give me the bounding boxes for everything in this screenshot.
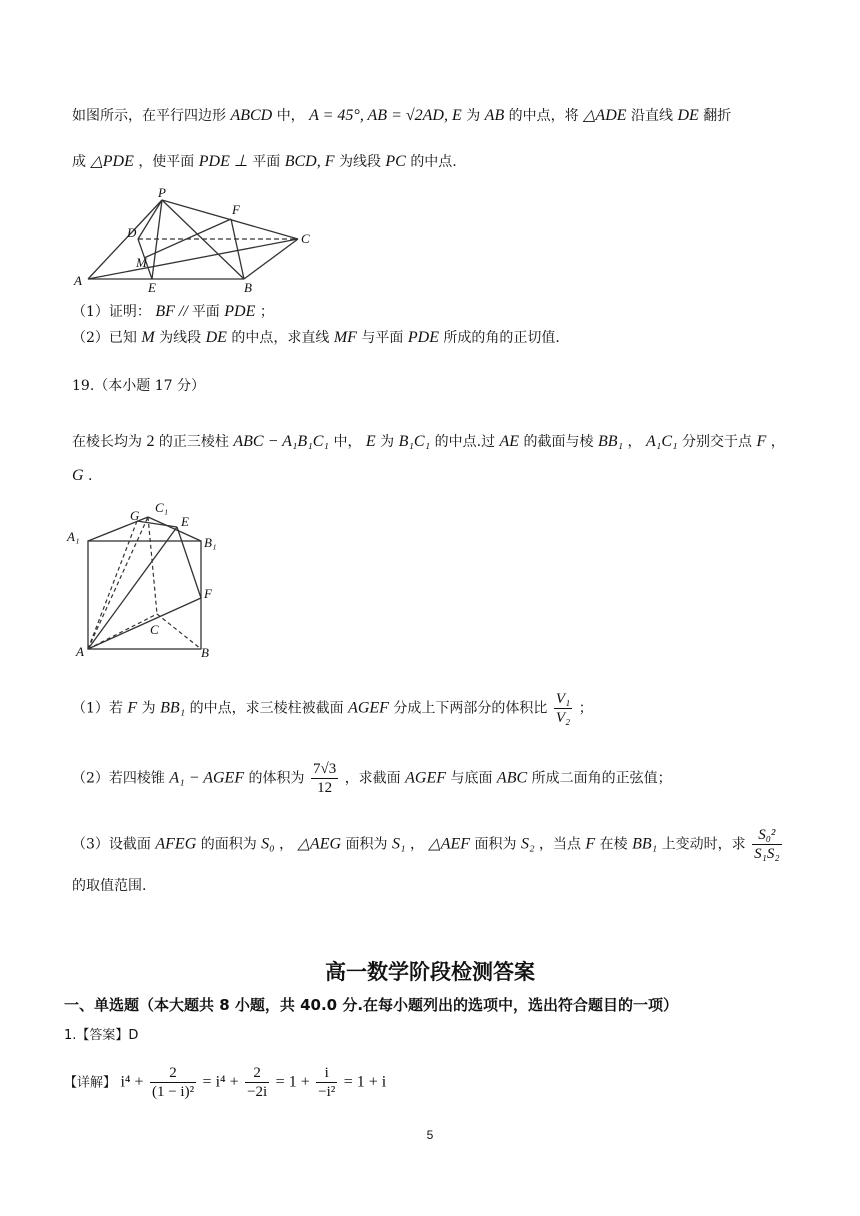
text: 与底面 <box>450 770 493 787</box>
math: E <box>365 433 376 450</box>
label-C: C <box>150 622 159 637</box>
text: ， <box>770 434 785 450</box>
label-F: F <box>204 586 212 601</box>
label-F: F <box>232 202 240 217</box>
math: ABC − A₁B₁C₁ <box>233 433 329 450</box>
label-D: D <box>127 225 137 240</box>
math: B₁C₁ <box>398 433 431 450</box>
text: 所成二面角的正弦值； <box>531 770 672 787</box>
label-E: E <box>148 280 156 294</box>
text: 成 <box>72 154 86 170</box>
text: 的中点，求三棱柱被截面 <box>189 700 344 717</box>
text: 在棱长均为 <box>72 434 142 450</box>
q19-line1 <box>72 432 792 452</box>
math: ABC <box>496 769 528 787</box>
text: ，求截面 <box>344 770 401 787</box>
text: ， <box>627 434 642 450</box>
text: 平面 <box>252 154 281 170</box>
text: 的中点. <box>410 154 457 170</box>
text: 中， <box>333 434 362 450</box>
q18-part1 <box>72 302 792 322</box>
math: PDE <box>224 303 256 320</box>
math: S₀ <box>261 835 275 853</box>
text: （2）已知 <box>72 330 137 346</box>
denominator: −i² <box>318 1084 336 1100</box>
q18-figure <box>66 186 326 294</box>
math: PDE ⊥ <box>198 153 248 170</box>
answer-1-detail <box>64 1064 784 1101</box>
section-heading: 一、单选题（本大题共 8 小题，共 40.0 分.在每小题列出的选项中，选出符合题目的一项） <box>64 996 679 1014</box>
text: 与平面 <box>361 330 404 346</box>
math: BB₁ <box>160 699 186 717</box>
text: ； <box>578 700 593 717</box>
text: 平面 <box>191 304 220 320</box>
fraction-v1-v2 <box>554 690 572 727</box>
numerator: 2 <box>245 1064 269 1083</box>
text: （1）若 <box>72 700 123 717</box>
math: AFEG <box>155 835 197 853</box>
math: PDE <box>407 329 439 346</box>
label-C1: C₁ <box>155 500 169 515</box>
math: = i⁴ + <box>202 1073 239 1091</box>
denominator: 12 <box>317 780 333 796</box>
text: 面积为 <box>345 836 388 853</box>
numerator: S₀² <box>752 826 781 845</box>
text: 中， <box>276 108 305 124</box>
text: . <box>88 468 93 484</box>
q19-line2 <box>72 466 792 486</box>
numerator: V₁ <box>555 691 571 707</box>
label-M: M <box>136 255 147 270</box>
answer-title: 高一数学阶段检测答案 <box>325 960 535 984</box>
text: 为线段 <box>159 330 202 346</box>
denominator: S₁S₂ <box>754 846 780 862</box>
text: （2）若四棱锥 <box>72 770 165 787</box>
math: F <box>756 433 767 450</box>
math: MF <box>333 329 357 346</box>
text: ； <box>259 304 274 320</box>
text: 的面积为 <box>200 836 257 853</box>
label-B: B <box>201 645 209 660</box>
math: PC <box>385 153 406 170</box>
math: △ADE <box>583 107 627 124</box>
text: 为 <box>466 108 481 124</box>
text: ， <box>279 836 294 853</box>
math: BCD, F <box>284 153 335 170</box>
q19-part3-tail: 的取值范围. <box>72 878 147 894</box>
text: 为 <box>141 700 156 717</box>
answer-1: 1.【答案】D <box>64 1028 139 1043</box>
math: △AEF <box>428 835 471 853</box>
numerator: 7√3 <box>313 761 337 777</box>
math: △AEG <box>297 835 342 853</box>
math: S₂ <box>520 835 535 853</box>
denominator: (1 − i)² <box>151 1084 195 1100</box>
text: 翻折 <box>703 108 732 124</box>
math: △PDE <box>90 153 134 170</box>
denominator: −2i <box>247 1084 268 1100</box>
q19-header: 19.（本小题 17 分） <box>72 378 205 394</box>
label-B1: B₁ <box>204 535 217 550</box>
text: （3）设截面 <box>72 836 151 853</box>
detail-label: 【详解】 <box>64 1075 117 1091</box>
fraction-1 <box>150 1064 196 1101</box>
text: ，使平面 <box>138 154 195 170</box>
text: 的正三棱柱 <box>158 434 229 450</box>
text: 沿直线 <box>630 108 673 124</box>
denominator: V₂ <box>555 710 571 726</box>
text: 为线段 <box>338 154 381 170</box>
text: 的截面与棱 <box>523 434 594 450</box>
label-A: A <box>76 644 84 659</box>
q19-part1 <box>72 690 792 727</box>
q18-part2 <box>72 328 792 348</box>
label-G: G <box>130 508 140 523</box>
text: 的中点.过 <box>434 434 496 450</box>
text: 为 <box>380 434 395 450</box>
math: BB₁ <box>597 433 624 450</box>
q19-part3 <box>72 826 792 863</box>
text: 的体积为 <box>248 770 305 787</box>
numerator: i <box>316 1064 337 1083</box>
numerator: 2 <box>150 1064 196 1083</box>
math: AB <box>484 107 505 124</box>
q19-part2 <box>72 760 792 797</box>
math: BF // <box>155 303 192 320</box>
text: 面积为 <box>474 836 517 853</box>
text: 的中点，求直线 <box>231 330 330 346</box>
math: 2 <box>146 433 155 450</box>
math: DE <box>205 329 227 346</box>
text: （1）证明： <box>72 304 151 320</box>
math: A₁C₁ <box>646 433 678 450</box>
math: = 1 + i <box>343 1073 387 1091</box>
label-C: C <box>301 231 310 246</box>
text: ，当点 <box>538 836 581 853</box>
text: 在棱 <box>599 836 628 853</box>
text: ， <box>409 836 424 853</box>
q18-line1 <box>72 106 792 126</box>
q18-line2 <box>72 152 792 172</box>
math: ABCD <box>230 107 273 124</box>
math: = 1 + <box>275 1073 310 1091</box>
fraction-2 <box>245 1064 269 1101</box>
label-E: E <box>181 514 189 529</box>
text: 所成的角的正切值. <box>443 330 560 346</box>
label-A1: A₁ <box>67 529 80 544</box>
q19-figure <box>64 496 234 662</box>
label-P: P <box>158 186 166 200</box>
math: AE <box>499 433 520 450</box>
math: F <box>127 699 138 717</box>
text: 如图所示，在平行四边形 <box>72 108 226 124</box>
math: AGEF <box>405 769 447 787</box>
math: i⁴ + <box>120 1073 144 1091</box>
math: G <box>72 467 84 484</box>
text: 上变动时，求 <box>661 836 746 853</box>
math: AGEF <box>348 699 389 717</box>
math: BB₁ <box>632 835 658 853</box>
page-number: 5 <box>426 1128 434 1142</box>
label-A: A <box>74 273 82 288</box>
math: S₁ <box>391 835 406 853</box>
label-B: B <box>244 280 252 294</box>
fraction-3 <box>316 1064 337 1101</box>
text: 分成上下两部分的体积比 <box>393 700 548 717</box>
math: DE <box>677 107 699 124</box>
math: F <box>585 835 596 853</box>
math: A₁ − AGEF <box>169 769 245 787</box>
fraction-area-ratio <box>752 826 781 863</box>
text: 的中点，将 <box>508 108 579 124</box>
math: A = 45°, AB = √2AD, E <box>309 107 462 124</box>
text: 分别交于点 <box>682 434 753 450</box>
math: M <box>141 329 155 346</box>
fraction-volume <box>311 760 338 797</box>
